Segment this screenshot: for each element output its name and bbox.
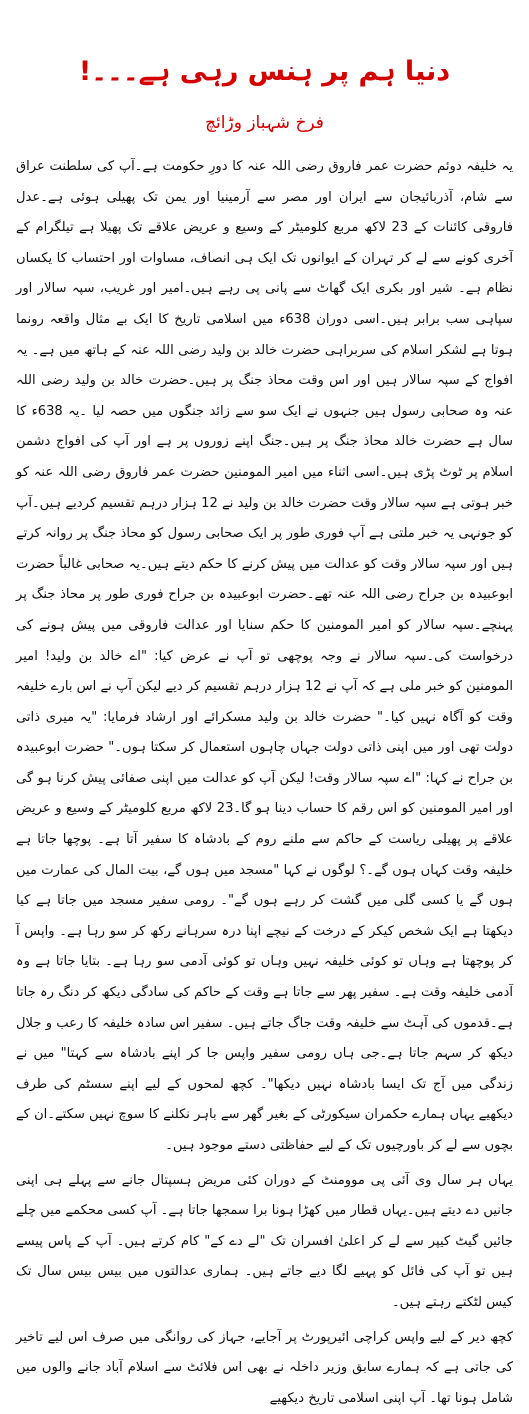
article-body bbox=[16, 152, 513, 1414]
article-paragraph: یہ خلیفہ دوئم حضرت عمر فاروق رضی اللہ عنہ کا دورِ حکومت ہے۔آپ کی سلطنت عراق سے شام، آذربائیجان سے ایران اور مصر سے آرمینیا اور یمن تک پھیلی ہوئی ہے۔عدل فاروقی کائنات کے 23 لاکھ مربع کلومیٹر کے وسیع و عریض علاقے تک پھیلا ہے تیلگرام کے آخری کونے سے لے کر تہران کے ایوانوں تک ایک ہی انصاف، مساوات اور احتساب کا یکساں نظام ہے۔ شیر اور بکری ایک گھاٹ سے پانی پی رہے ہیں۔امیر اور غریب، سپہ سالار اور سپاہی سب برابر ہیں۔اسی دوران 638ء میں اسلامی تاریخ کا ایک بے مثال واقعہ رونما ہوتا ہے لشکر اسلام کی سربراہی حضرت خالد بن ولید رضی اللہ عنہ کے ہاتھ میں ہے۔ یہ افواج کے سپہ سالار ہیں اور اس وقت محاذ جنگ پر ہیں۔حضرت خالد بن ولید رضی اللہ عنہ وہ صحابی رسول ہیں جنہوں نے ایک سو سے زائد جنگوں میں حصہ لیا ۔یہ 638ء کا سال ہے حضرت خالد محاذ جنگ پر ہیں۔جنگ اپنے زوروں پر ہے اور آپ کی افواج دشمن اسلام پر ٹوٹ پڑی ہیں۔اسی اثناء میں امیر المومنین حضرت عمر فاروق رضی اللہ عنہ کو خبر ہوتی ہے سپہ سالار وقت حضرت خالد بن ولید نے 12 ہزار درہم تقسیم کردیے ہیں۔آپ کو جونہی یہ خبر ملتی ہے آپ فوری طور پر ایک صحابی رسول کو محاذ جنگ پر روانہ کرتے ہیں اور سپہ سالار وقت کو عدالت میں پیش کرنے کا حکم دیتے ہیں۔یہ صحابی غالباً حضرت ابوعبیدہ بن جراح رضی اللہ عنہ تھے۔حضرت ابوعبیدہ بن جراح فوری طور پر محاذ جنگ پر پہنچے۔سپہ سالار کو امیر المومنین کا حکم سنایا اور عدالت فاروقی میں پیش ہونے کی درخواست کی۔سپہ سالار نے وجہ پوچھی تو آپ نے عرض کیا: "اے خالد بن ولید! امیر المومنین کو خبر ملی ہے کہ آپ نے 12 ہزار درہم تقسیم کر دیے لیکن آپ نے اس بارے خلیفہ وقت کو آگاہ نہیں کیا۔" حضرت خالد بن ولید مسکرائے اور ارشاد فرمایا: "یہ میری ذاتی دولت تھی اور میں اپنی ذاتی دولت جہاں چاہوں استعمال کر سکتا ہوں۔" حضرت ابوعبیدہ بن جراح نے کہا: "اے سپہ سالار وقت! لیکن آپ کو عدالت میں اپنی صفائی پیش کرنا ہو گی اور امیر المومنین کو اس رقم کا حساب دینا ہو گا۔23 لاکھ مربع کلومیٹر کے وسیع و عریض علاقے پر پھیلی ریاست کے حاکم سے ملنے روم کے بادشاہ کا سفیر آتا ہے۔ پوچھا جاتا ہے خلیفہ وقت کہاں ہوں گے۔؟ لوگوں نے کہا "مسجد میں ہوں گے، بیت المال کی عمارت میں ہوں گے یا کسی گلی میں گشت کر رہے ہوں گے"۔ رومی سفیر مسجد میں جاتا ہے کیا دیکھتا ہے ایک شخص کیکر کے درخت کے نیچے اپنا درہ سرہانے رکھ کر سو رہا ہے۔ واپس آ کر پوچھتا ہے وہاں تو کوئی خلیفہ نہیں وہاں تو کوئی آدمی سو رہا ہے۔ بتایا جاتا ہے وہ آدمی خلیفہ وقت ہے۔ سفیر پھر سے جاتا ہے وقت کے حاکم کی سادگی دیکھ کر دنگ رہ جاتا ہے۔قدموں کی آہٹ سے خلیفہ وقت جاگ جاتے ہیں۔ سفیر اس سادہ خلیفہ کا رعب و جلال دیکھ کر سہم جاتا ہے۔جی ہاں رومی سفیر واپس جا کر اپنے بادشاہ سے کہتا" میں نے زندگی میں آج تک ایسا بادشاہ نہیں دیکھا"۔ کچھ لمحوں کے لیے اپنے سسٹم کی طرف دیکھیے یہاں ہمارے حکمران سیکورٹی کے بغیر گھر سے باہر نکلنے کا سوچ نہیں سکتے۔ان کے بچوں سے لے کر باورچیوں تک کے لیے حفاظتی دستے موجود ہیں۔ bbox=[16, 159, 514, 1153]
author-byline: فرخ شہباز وڑائچ bbox=[205, 113, 324, 133]
article-paragraph: یہاں ہر سال وی آئی پی موومنٹ کے دوران کئی مریض ہسپتال جانے سے پہلے ہی اپنی جانیں دے دیتے ہیں۔یہاں قطار میں کھڑا ہونا برا سمجھا جاتا ہے۔ آپ کسی محکمے میں چلے جائیں گیٹ کیپر سے لے کر اعلیٰ افسران تک "لے دے کے" کام کرتے ہیں۔ آپ کے پاس پیسے ہیں تو آپ کی فائل کو پہیے لگا دیے جاتے ہیں۔ ہماری عدالتوں میں بیس بیس سال تک کیس لٹکتے رہتے ہیں۔ bbox=[16, 1172, 513, 1310]
article-paragraph: کچھ دیر کے لیے واپس کراچی ائیرپورٹ پر آجایے، جہاز کی روانگی میں صرف اس لیے تاخیر کی جاتی ہے کہ ہمارے سابق وزیر داخلہ نے بھی اس فلائٹ سے اسلام آباد جانے والوں میں شامل ہونا تھا۔ آپ اپنی اسلامی تاریخ دیکھیے bbox=[16, 1329, 513, 1406]
article-headline: دنیا ہم پر ہنس رہی ہے۔۔۔! bbox=[78, 56, 451, 87]
